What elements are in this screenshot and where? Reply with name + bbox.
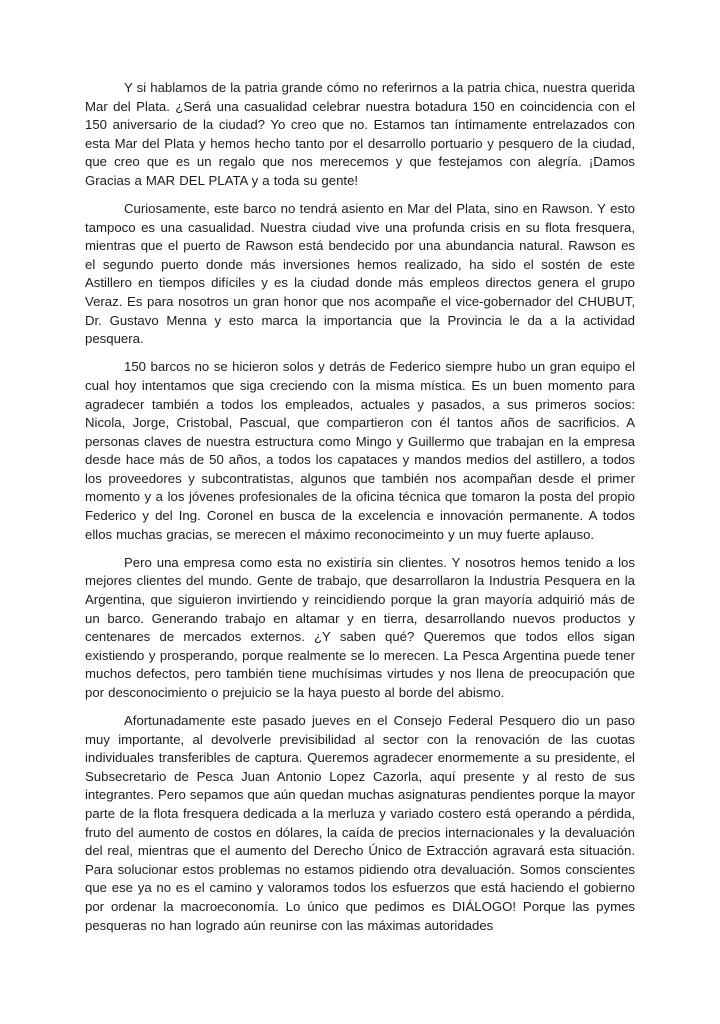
paragraph-agradecimientos-equipo: 150 barcos no se hicieron solos y detrás de Federico siempre hubo un gran equipo el cual hoy intentamos que siga creciendo con la misma mística. Es un buen momento para agradecer también a todos los empleados, actuales y pasados, a sus primeros socios: Nicola, Jorge, Cristobal, Pascual, que compartieron con él tantos años de sacrificios. A personas claves de nuestra estructura como Mingo y Guillermo que trabajan en la empresa desde hace más de 50 años, a todos los capataces y mandos medios del astillero, a todos los proveedores y subcontratistas, algunos que también nos acompañan desde el primer momento y a los jóvenes profesionales de la oficina técnica que tomaron la posta del propio Federico y del Ing. Coronel en busca de la excelencia e innovación permanente. A todos ellos muchas gracias, se merecen el máximo reconocimeinto y un muy fuerte aplauso. bbox=[85, 359, 635, 542]
paragraph-consejo-federal-pesquero: Afortunadamente este pasado jueves en el Consejo Federal Pesquero dio un paso muy importante, al devolverle previsibilidad al sector con la renovación de las cuotas individuales transferibles de captura. Queremos agradecer enormemente a su presidente, el Subsecretario de Pesca Juan Antonio Lopez Cazorla, aquí presente y al resto de sus integrantes. Pero sepamos que aún quedan muchas asignaturas pendientes porque la mayor parte de la flota fresquera dedicada a la merluza y variado costero está operando a pérdida, fruto del aumento de costos en dólares, la caída de precios internacionales y la devaluación del real, mientras que el aumento del Derecho Único de Extracción agravará esta situación. Para solucionar estos problemas no estamos pidiendo otra devaluación. Somos conscientes que ese ya no es el camino y valoramos todos los esfuerzos que está haciendo el gobierno por ordenar la macroeconomía. Lo único que pedimos es DIÁLOGO! Porque las pymes pesqueras no han logrado aún reunirse con las máximas autoridades bbox=[85, 713, 635, 933]
paragraph-clientes: Pero una empresa como esta no existiría sin clientes. Y nosotros hemos tenido a los mejores clientes del mundo. Gente de trabajo, que desarrollaron la Industria Pesquera en la Argentina, que siguieron invirtiendo y reincidiendo porque la gran mayoría adquirió más de un barco. Generando trabajo en altamar y en tierra, desarrollando nuevos productos y centenares de mercados externos. ¿Y saben qué? Queremos que todos ellos sigan existiendo y prosperando, porque realmente se lo merecen. La Pesca Argentina puede tener muchos defectos, pero también tiene muchísimas virtudes y nos llena de preocupación que por desconocimiento o prejuicio se la haya puesto al borde del abismo. bbox=[85, 554, 635, 700]
document-text-block bbox=[85, 79, 635, 935]
paragraph-rawson: Curiosamente, este barco no tendrá asiento en Mar del Plata, sino en Rawson. Y esto tampoco es una casualidad. Nuestra ciudad vive una profunda crisis en su flota fresquera, mientras que el puerto de Rawson está bendecido por una abundancia natural. Rawson es el segundo puerto donde más inversiones hemos realizado, ha sido el sostén de este Astillero en tiempos difíciles y es la ciudad donde más empleos directos genera el grupo Veraz. Es para nosotros un gran honor que nos acompañe el vice-gobernador del CHUBUT, Dr. Gustavo Menna y esto marca la importancia que la Provincia le da a la actividad pesquera. bbox=[85, 201, 635, 347]
paragraph-patria-chica: Y si hablamos de la patria grande cómo no referirnos a la patria chica, nuestra querida Mar del Plata. ¿Será una casualidad celebrar nuestra botadura 150 en coincidencia con el 150 aniversario de la ciudad? Yo creo que no. Estamos tan íntimamente entrelazados con esta Mar del Plata y hemos hecho tanto por el desarrollo portuario y pesquero de la ciudad, que creo que es un regalo que nos merecemos y que festejamos con alegría. ¡Damos Gracias a MAR DEL PLATA y a toda su gente! bbox=[85, 80, 635, 188]
